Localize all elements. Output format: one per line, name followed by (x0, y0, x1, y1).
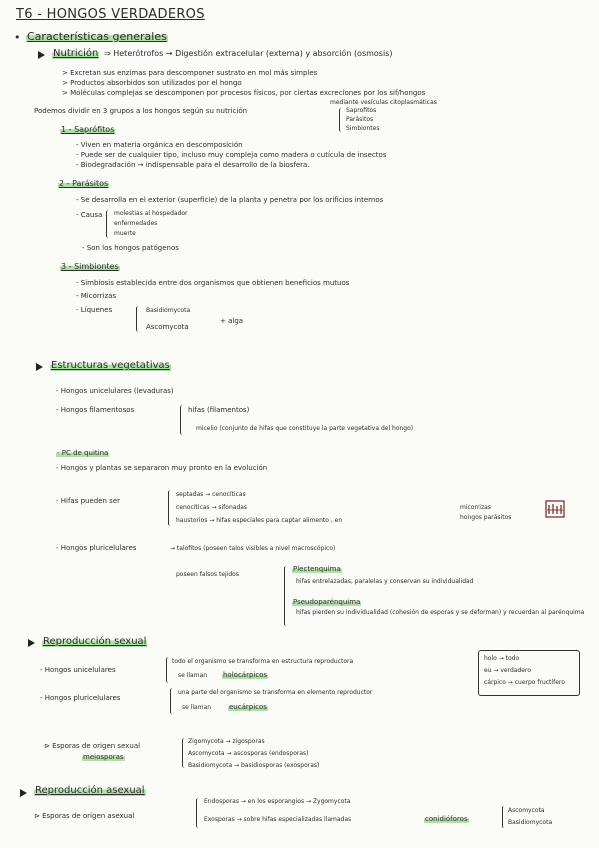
repro-pluri-desc: una parte del organismo se transforma en elemento reproductor (178, 689, 373, 696)
nutricion-bullet-3: > Moléculas complejas se descomponen por procesos físicos, por ciertas excreciones por los sif/hongos (62, 89, 426, 97)
grupos-item-2: Parásitos (346, 116, 374, 123)
saprofitos-item-2: - Puede ser de cualquier tipo, incluso muy compleja como madera o cutícula de insectos (76, 151, 387, 159)
triangle-bullet-icon (38, 51, 45, 59)
parasitos-item-3: - Son los hongos patógenos (82, 244, 179, 252)
saprofitos-item-1: - Viven en materia orgánica en descomposición (76, 141, 243, 149)
exosporas-name: conidióforos (425, 815, 468, 823)
causa-brace (106, 210, 111, 238)
nutricion-bullet-tail: mediante vesículas citoplasmáticas (330, 99, 437, 106)
uni-brace (166, 657, 171, 683)
bullet-dot: • (14, 31, 21, 44)
filamentosos-brace (180, 405, 185, 435)
saprofitos-item-3: - Biodegradación → indispensable para el desarrollo de la biosfera. (76, 161, 310, 169)
exo-item-1: Ascomycota (508, 807, 545, 814)
hifas-type-1: septadas → cenocíticas (176, 491, 246, 498)
causa-item-2: enfermedades (114, 220, 158, 227)
esporas-sexual-2: Ascomycota → ascosporas (endosporas) (188, 750, 309, 757)
haustorio-target-1: micorrizas (460, 504, 491, 511)
nutricion-line: ⇒ Heterótrofos → Digestión extracelular (externa) y absorción (osmosis) (104, 49, 393, 58)
parasitos-item-2: - Causa (76, 211, 103, 219)
repro-uni-prefix: se llaman (178, 672, 208, 679)
repro-pluri-prefix: se llaman (182, 704, 212, 711)
parasitos-item-1: - Se desarrolla en el exterior (superficie) de la planta y penetra por los orificios internos (76, 196, 384, 204)
hifas-label: hifas (filamentos) (188, 406, 250, 414)
endosporas-line: Endosporas → en los esporangios → Zygomycota (204, 798, 351, 805)
grupos-line: Podemos dividir en 3 grupos a los hongos según su nutrición (34, 107, 248, 115)
esporas-brace (182, 738, 187, 768)
section-heading-caracteristicas: Características generales (27, 30, 167, 43)
repro-uni-name: holocárpicos (223, 671, 268, 679)
pluri-brace (170, 688, 175, 714)
grupos-brace (339, 108, 344, 132)
simbiontes-item-2: - Micorrizas (76, 292, 117, 300)
plectenquima-label: Plectenquima (293, 565, 341, 573)
hifas-type-2: cenocíticas → sifonadas (176, 504, 248, 511)
vegetativas-item-6: - Hongos pluricelulares (56, 544, 137, 552)
exosporas-line: Exosporas → sobre hifas especializadas llamadas (204, 816, 352, 823)
parasitos-title: 2 - Parásitos (59, 179, 109, 188)
definition-1: holo → todo (484, 655, 520, 662)
vegetativas-item-4: - Hongos y plantas se separaron muy pronto en la evolución (56, 464, 268, 472)
plectenquima-desc: hifas entrelazadas, paralelas y conservan su individualidad (296, 578, 474, 585)
exo-brace (502, 806, 506, 828)
grupos-item-3: Simbiontes (346, 125, 380, 132)
section-heading-repro-asexual: Reproducción asexual (35, 785, 145, 796)
simbiontes-item-3: - Líquenes (76, 306, 113, 314)
nutricion-bullet-1: > Excretan sus enzimas para descomponer sustrato en mol más simples (62, 69, 318, 77)
triangle-bullet-icon (20, 789, 27, 797)
esporas-sexual-sub: meiosporas (83, 753, 124, 761)
pluricelulares-line: → talofitos (poseen talos visibles a nivel macroscópico) (170, 545, 336, 552)
nutricion-label: Nutrición (53, 48, 99, 59)
liquenes-alga: + alga (220, 317, 244, 325)
liquenes-brace (136, 306, 141, 332)
section-heading-vegetativas: Estructuras vegetativas (51, 360, 170, 371)
falsos-tejidos: poseen falsos tejidos (176, 571, 239, 578)
saprofitos-title: 1 - Saprófitos (61, 125, 115, 134)
triangle-bullet-icon (28, 639, 35, 647)
esporas-sexual-label: ⊳ Esporas de origen sexual (44, 742, 141, 750)
exo-item-2: Basidiomycota (508, 819, 553, 826)
vegetativas-item-2: - Hongos filamentosos (56, 406, 135, 414)
liquenes-item-1: Basidiomycota (146, 307, 191, 314)
triangle-bullet-icon (36, 363, 43, 371)
hifas-type-3: haustorios → hifas especiales para captar alimento , en (176, 517, 343, 524)
causa-item-3: muerte (114, 230, 136, 237)
section-heading-repro-sexual: Reproducción sexual (43, 636, 147, 647)
esporas-asexual-label: ⊳ Esporas de origen asexual (34, 812, 135, 820)
asexual-brace (196, 798, 201, 828)
hyphae-sketch-icon (545, 500, 565, 518)
vegetativas-item-5: - Hifas pueden ser (56, 497, 121, 505)
micelio-line: micelio (conjunto de hifas que constituye la parte vegetativa del hongo) (196, 425, 414, 432)
esporas-sexual-3: Basidiomycota → basidiosporas (exosporas) (188, 762, 320, 769)
hifas-brace (168, 490, 173, 526)
liquenes-item-2: Ascomycota (146, 323, 189, 331)
pseudoparenquima-desc-1: hifas pierden su individualidad (cohesión de esporas y se deforman) y recuerdan al parénquima (296, 609, 585, 616)
causa-item-1: molestias al hospedador (114, 210, 188, 217)
haustorio-target-2: hongos parásitos (460, 514, 512, 521)
tejidos-brace (284, 566, 289, 626)
pseudoparenquima-label: Pseudoparénquima (293, 598, 361, 606)
repro-uni-label: - Hongos unicelulares (40, 666, 116, 674)
vegetativas-item-3: - PC de quitina (57, 449, 109, 457)
grupos-item-1: Saprofitos (346, 107, 377, 114)
esporas-sexual-1: Zigomycota → zigosporas (188, 738, 265, 745)
nutricion-bullet-2: > Productos absorbidos son utilizados por el hongo (62, 79, 242, 87)
repro-pluri-label: - Hongos pluricelulares (40, 694, 121, 702)
page-title: T6 - HONGOS VERDADEROS (16, 7, 205, 22)
repro-uni-desc: todo el organismo se transforma en estructura reproductora (172, 658, 354, 665)
simbiontes-title: 3 - Simbiontes (61, 262, 119, 271)
vegetativas-item-1: - Hongos unicelulares (levaduras) (56, 387, 174, 395)
repro-pluri-name: eucárpicos (229, 703, 267, 711)
simbiontes-item-1: - Simbiosis establecida entre dos organismos que obtienen beneficios mutuos (76, 279, 350, 287)
definition-2: eu → verdadero (484, 667, 531, 674)
definition-3: cárpico → cuerpo fructífero (484, 679, 565, 686)
